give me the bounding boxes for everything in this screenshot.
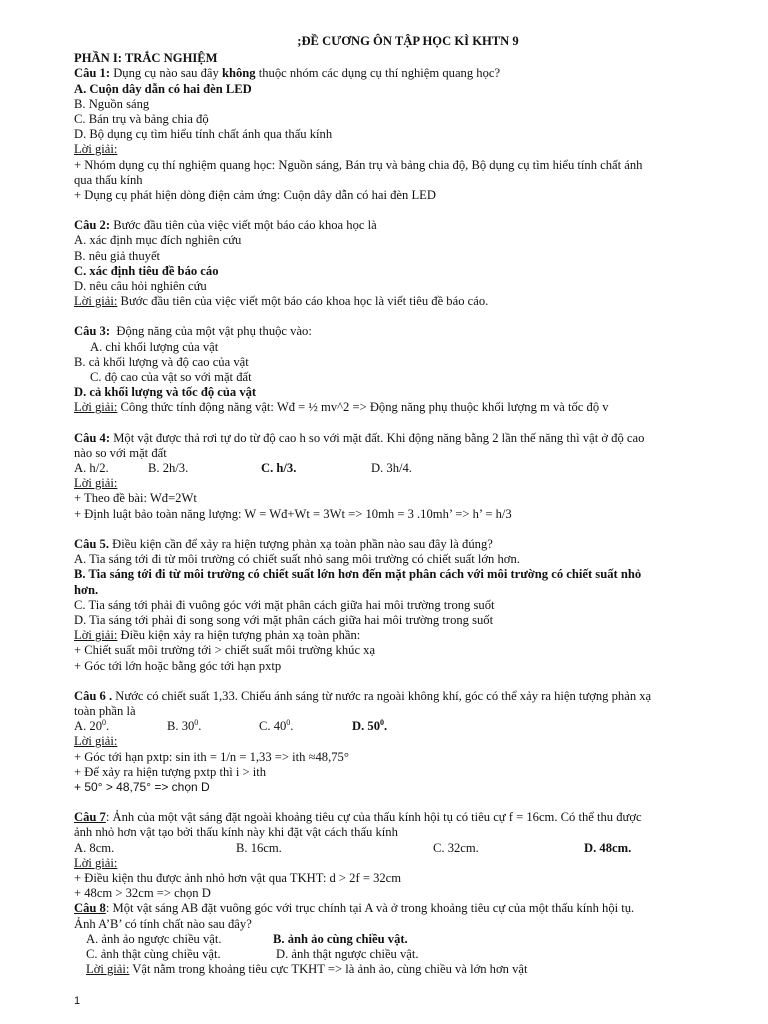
solution-line: qua thấu kính: [74, 172, 143, 187]
question-label: Câu 1:: [74, 66, 111, 81]
question-8: Câu 8: Một vật sáng AB đặt vuông góc với trục chính tại A và ở trong khoảng tiêu cự của một thấu kính hội tụ.: [74, 901, 635, 916]
page-number: 1: [74, 995, 81, 1007]
answer-option: C. ảnh thật cùng chiều vật.: [86, 946, 221, 961]
solution-line: Lời giải: Công thức tính động năng vật: Wđ = ½ mv^2 => Động năng phụ thuộc khối lượng m và tốc độ v: [74, 400, 609, 415]
answer-option: B. 16cm.: [236, 840, 282, 855]
solution-label: Lời giải:: [74, 142, 118, 157]
question-7: Câu 7: Ảnh của một vật sáng đặt ngoài khoảng tiêu cự của thấu kính hội tụ có tiêu cự f = 16cm. Có thể thu được: [74, 810, 642, 825]
answer-options-row: [74, 932, 742, 947]
question-1: Câu 1: Dụng cụ nào sau đây không thuộc nhóm các dụng cụ thí nghiệm quang học?: [74, 66, 501, 81]
section-heading: PHẦN I: TRẮC NGHIỆM: [74, 51, 218, 66]
question-4: Câu 4: Một vật được thả rơi tự do từ độ cao h so với mặt đất. Khi động năng bằng 2 lần thế năng thì vật ở độ cao: [74, 430, 645, 445]
solution-line: + Góc tới lớn hoặc bằng góc tới hạn pxtp: [74, 658, 282, 673]
answer-option: B. Nguồn sáng: [74, 96, 150, 111]
answer-option: A. Cuộn dây dẫn có hai đèn LED: [74, 81, 252, 96]
solution-label: Lời giải:: [74, 476, 118, 491]
answer-option: B. ảnh ảo cùng chiều vật.: [273, 931, 408, 946]
answer-option: A. 8cm.: [74, 840, 115, 855]
answer-options-row: [74, 461, 742, 476]
answer-option: D. Bộ dụng cụ tìm hiểu tính chất ánh qua thấu kính: [74, 127, 333, 142]
answer-option: A. ảnh ảo ngược chiều vật.: [86, 931, 222, 946]
answer-option: D. ảnh thật ngược chiều vật.: [276, 946, 419, 961]
answer-option: A. xác định mục đích nghiên cứu: [74, 233, 242, 248]
solution-label: Lời giải:: [74, 734, 118, 749]
answer-option: D. 48cm.: [584, 840, 632, 855]
answer-option: B. $30^0$.: [167, 717, 202, 734]
solution-line: + 48cm > 32cm => chọn D: [74, 886, 211, 901]
question-5: Câu 5. Điều kiện cần để xảy ra hiện tượng phản xạ toàn phần nào sau đây là đúng?: [74, 536, 493, 551]
document-page: ;ĐỀ CƯƠNG ÔN TẬP HỌC KÌ KHTN 9 PHẦN I: TRẮC NGHIỆM Câu 1: Dụng cụ nào sau đây không thuộc nhóm các dụng cụ thí nghiệm quang học? A. Cuộn dây dẫn có hai đèn LED B. Nguồn sáng C. Bán trụ và bảng chia độ D. Bộ dụng cụ tìm hiểu tính chất ánh qua thấu kính Lời giải: + Nhóm dụng cụ thí nghiệm quang học: Nguồn sáng, Bán trụ và bảng chia độ, Bộ dụng cụ tìm hiểu tính chất ánh qua thấu kính + Dụng cụ phát hiện dòng điện cảm ứng: Cuộn dây dẫn có hai đèn LED Câu 2: Bước đầu tiên của việc viết một báo cáo khoa học là A. xác định mục đích nghiên cứu B. nêu giả thuyết C. xác định tiêu đề báo cáo D. nêu câu hỏi nghiên cứu Lời giải: Bước đầu tiên của việc viết một báo cáo khoa học là viết tiêu đề báo cáo. Câu 3: Động năng của một vật phụ thuộc vào: A. chỉ khối lượng của vật B. cả khối lượng và độ cao của vật C. độ cao của vật so với mặt đất D. cả khối lượng và tốc độ của vật Lời giải: Công thức tính động năng vật: Wđ = ½ mv^2 => Động năng phụ thuộc khối lượng m và tốc độ v Câu 4: Một vật được thả rơi tự do từ độ cao h so với mặt đất. Khi động năng bằng 2 lần thế năng thì vật ở độ cao nào so với mặt đất A. h/2. B. 2h/3. C. h/3. D. 3h/4. Lời giải: + Theo đề bài: Wđ=2Wt + Định luật bảo toàn năng lượng: W = Wđ+Wt = 3Wt => 10mh = 3 .10mh’ => h’ = h/3 Câu 5. Điều kiện cần để xảy ra hiện tượng phản xạ toàn phần nào sau đây là đúng? A. Tia sáng tới đi từ môi trường có chiết suất nhỏ sang môi trường có chiết suất lớn hơn. B. Tia sáng tới đi từ môi trường có chiết suất lớn hơn đến mặt phân cách với môi trường có chiết suất nhỏ hơn. C. Tia sáng tới phải đi vuông góc với mặt phân cách giữa hai môi trường trong suốt D. Tia sáng tới phải đi song song với mặt phân cách giữa hai môi trường trong suốt Lời giải: Điều kiện xảy ra hiện tượng phản xạ toàn phần: + Chiết suất môi trường tới > chiết suất môi trường khúc xạ + Góc tới lớn hoặc bằng góc tới hạn pxtp Câu 6 . Nước có chiết suất 1,33. Chiếu ánh sáng từ nước ra ngoài không khí, góc có thể xảy ra hiện tượng phản xạ toàn phần là A. $20^0$. B. $30^0$. C. $40^0$. D. $50^0$. Lời giải: + Góc tới hạn pxtp: sin ith = 1/n = 1,33 => ith ≈48,75° + Để xảy ra hiện tượng pxtp thì i > ith + 50° > 48,75° => chọn D Câu 7: Ảnh của một vật sáng đặt ngoài khoảng tiêu cự của thấu kính hội tụ có tiêu cự f = 16cm. Có thể thu được ảnh nhỏ hơn vật tạo bởi thấu kính này khi đặt vật cách thấu kính A. 8cm. B. 16cm. C. 32cm. D. 48cm. Lời giải: + Điều kiện thu được ảnh nhỏ hơn vật qua TKHT: d > 2f = 32cm + 48cm > 32cm => chọn D Câu 8: Một vật sáng AB đặt vuông góc với trục chính tại A và ở trong khoảng tiêu cự của một thấu kính hội tụ. Ảnh A’B’ có tính chất nào sau đây? A. ảnh ảo ngược chiều vật. B. ảnh ảo cùng chiều vật. C. ảnh thật cùng chiều vật. D. ảnh thật ngược chiều vật. Lời giải: Vật nằm trong khoảng tiêu cực TKHT => là ảnh ảo, cùng chiều và lớn hơn vật: [74, 34, 742, 977]
answer-option: C. Bán trụ và bảng chia độ: [74, 112, 209, 127]
answer-option: A. h/2.: [74, 461, 109, 476]
solution-line: + Nhóm dụng cụ thí nghiệm quang học: Nguồn sáng, Bán trụ và bảng chia độ, Bộ dụng cụ tìm hiểu tính chất ánh: [74, 157, 643, 172]
answer-option: A. chỉ khối lượng của vật: [90, 339, 219, 354]
answer-option: C. h/3.: [261, 461, 297, 476]
answer-option: D. Tia sáng tới phải đi song song với mặt phân cách giữa hai môi trường trong suốt: [74, 612, 494, 627]
answer-option: A. Tia sáng tới đi từ môi trường có chiết suất nhỏ sang môi trường có chiết suất lớn hơn.: [74, 552, 520, 567]
solution-line: + 50° > 48,75° => chọn D: [74, 779, 210, 794]
document-title: ;ĐỀ CƯƠNG ÔN TẬP HỌC KÌ KHTN 9: [297, 34, 519, 48]
solution-label: Lời giải:: [74, 855, 118, 870]
solution-line: Lời giải: Vật nằm trong khoảng tiêu cực TKHT => là ảnh ảo, cùng chiều và lớn hơn vật: [86, 962, 528, 977]
question-6: Câu 6 . Nước có chiết suất 1,33. Chiếu ánh sáng từ nước ra ngoài không khí, góc có thể xảy ra hiện tượng phản xạ: [74, 688, 652, 703]
answer-option: B. nêu giả thuyết: [74, 248, 161, 263]
answer-option: C. xác định tiêu đề báo cáo: [74, 263, 219, 278]
solution-line: + Theo đề bài: Wđ=2Wt: [74, 491, 197, 506]
answer-option: D. $50^0$.: [352, 717, 388, 734]
solution-line: + Góc tới hạn pxtp: sin ith = 1/n = 1,33 => ith ≈48,75°: [74, 749, 349, 764]
solution-line: + Chiết suất môi trường tới > chiết suất môi trường khúc xạ: [74, 643, 376, 658]
answer-option: A. $20^0$.: [74, 717, 110, 734]
answer-option: C. $40^0$.: [259, 717, 294, 734]
answer-option: C. Tia sáng tới phải đi vuông góc với mặt phân cách giữa hai môi trường trong suốt: [74, 597, 495, 612]
solution-line: Lời giải: Bước đầu tiên của việc viết một báo cáo khoa học là viết tiêu đề báo cáo.: [74, 294, 489, 309]
answer-options-row: [74, 719, 742, 734]
answer-option: B. cả khối lượng và độ cao của vật: [74, 354, 249, 369]
answer-options-row: [74, 947, 742, 962]
solution-line: Lời giải: Điều kiện xảy ra hiện tượng phản xạ toàn phần:: [74, 628, 361, 643]
solution-line: + Dụng cụ phát hiện dòng điện cảm ứng: Cuộn dây dẫn có hai đèn LED: [74, 188, 436, 203]
solution-line: + Điều kiện thu được ảnh nhỏ hơn vật qua TKHT: d > 2f = 32cm: [74, 870, 402, 885]
answer-option: C. 32cm.: [433, 840, 479, 855]
answer-option: B. 2h/3.: [148, 461, 189, 476]
answer-option: D. nêu câu hỏi nghiên cứu: [74, 279, 207, 294]
question-2: Câu 2: Bước đầu tiên của việc viết một báo cáo khoa học là: [74, 218, 377, 233]
solution-line: + Định luật bảo toàn năng lượng: W = Wđ+Wt = 3Wt => 10mh = 3 .10mh’ => h’ = h/3: [74, 506, 512, 521]
answer-option: D. 3h/4.: [371, 461, 412, 476]
answer-option: C. độ cao của vật so với mặt đất: [90, 370, 252, 385]
answer-option: D. cả khối lượng và tốc độ của vật: [74, 385, 257, 400]
answer-options-row: [74, 841, 742, 856]
question-3: Câu 3: Động năng của một vật phụ thuộc vào:: [74, 324, 312, 339]
solution-line: + Để xảy ra hiện tượng pxtp thì i > ith: [74, 764, 267, 779]
answer-option: B. Tia sáng tới đi từ môi trường có chiết suất lớn hơn đến mặt phân cách với môi trường có chiết suất nhỏ: [74, 567, 642, 582]
